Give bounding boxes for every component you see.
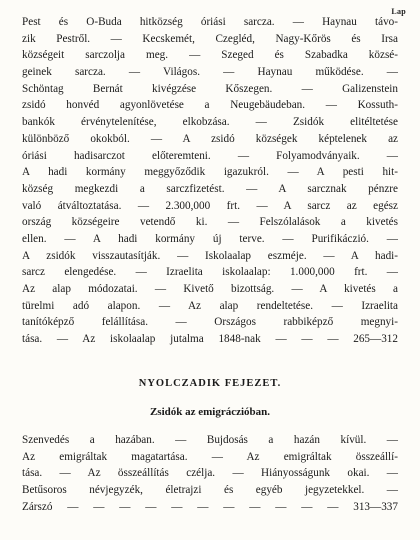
contents-line: óriási hadisarczot előteremteni. — Folyamodványaik. — [22,149,398,162]
contents-line: község megkezdi a sarczfizetést. — A sarcznak pénzre [22,182,398,195]
contents-line: sarcz elengedése. — Izraelita iskolaalap: 1.000,000 frt. — [22,266,398,279]
chapter-subtitle: Zsidók az emigráczióban. [149,406,271,418]
contents-line: geinek sarcza. — Világos. — Haynau működése. — [22,66,398,79]
contents-line: Pest és O-Buda hitközség óriási sarcza. — Haynau távo- [22,16,398,28]
contents-line: Szenvedés a hazában. — Bujdosás a hazán kívül. — [22,434,398,446]
contents-line: Betűsoros névjegyzék, életrajzi és egyéb jegyzetekkel. — [22,484,398,497]
page-column-label: Lap [391,7,406,16]
contents-line: bankók érvénytelenítése, elkobzása. — Zsidók elitéltetése [22,116,398,129]
contents-line: tanítóképző felállítása. — Országos rabbiképző megnyi- [22,316,398,329]
contents-line-with-page-range: tása. — Az iskolaalap jutalma 1848-nak — — — 265—312 [22,333,398,346]
contents-line: különböző okokból. — A zsidó községek képtelenek az [22,132,398,145]
contents-line: zsidó honvéd agyonlövetése a Neugebäudeban. — Kossuth- [22,99,398,112]
contents-line: A zsidók visszautasítják. — Iskolaalap eszméje. — A hadi- [22,249,398,262]
contents-line-with-page-range: Zárszó — — — — — — — — — — — 313—337 [22,500,398,513]
contents-line: való átváltoztatása. — 2.300,000 frt. — A sarcz az egész [22,199,398,212]
contents-line: tása. — Az összeállítás czélja. — Hiányosságunk okai. — [22,467,398,480]
contents-line: Az alap módozatai. — Kivető bizottság. — A kivetés a [22,283,398,295]
contents-line: Schöntag Bernát kivégzése Kőszegen. — Galizenstein [22,82,398,95]
contents-line: zik Pestről. — Kecskemét, Czegléd, Nagy-Kőrös és Irsa [22,32,398,45]
chapter-contents-block [22,14,398,348]
contents-line: türelmi adó alapon. — Az alap rendeltetése. — Izraelita [22,299,398,312]
contents-line: ország községeire vetendő ki. — Felszólalások a kivetés [22,216,398,229]
chapter-title: NYOLCZADIK FEJEZET. [138,378,282,389]
contents-line: Az emigráltak magatartása. — Az emigráltak összeállí- [22,450,398,463]
contents-line: községeit sarczolja meg. — Szeged és Szabadka közsé- [22,49,398,62]
contents-line: A hadi kormány meggyőződik igazukról. — A pesti hit- [22,166,398,179]
chapter-contents-block [22,432,398,515]
contents-line: ellen. — A hadi kormány új terve. — Purifikáczió. — [22,232,398,245]
